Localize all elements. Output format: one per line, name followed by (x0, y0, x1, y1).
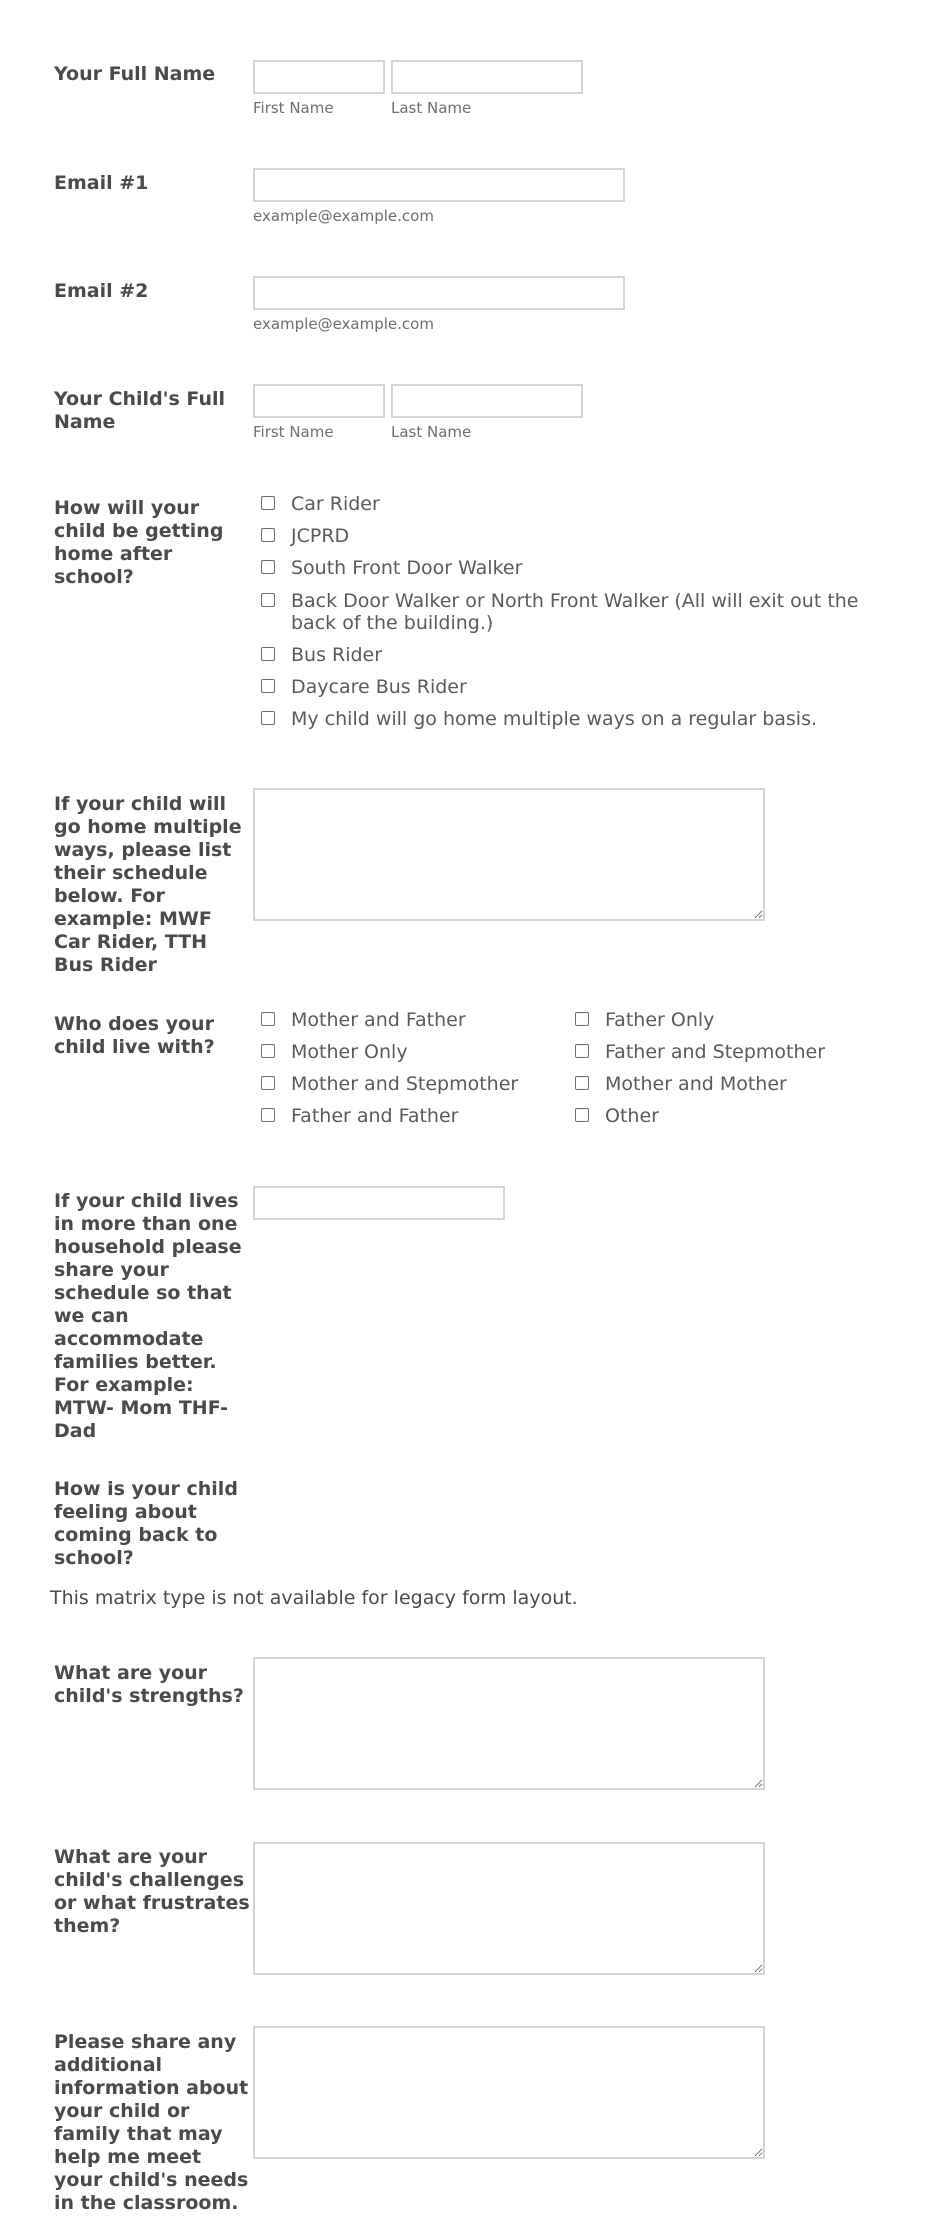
multiple-ways-label: If your child will go home multiple ways, please list their schedule below. For example: MWF Car Rider, TTH Bus Rider (54, 793, 242, 976)
email1-label: Email #1 (54, 172, 149, 194)
going-home-option[interactable] (261, 557, 881, 579)
child-last-name-input[interactable] (391, 384, 583, 418)
additional-textarea[interactable] (253, 2026, 765, 2159)
multiple-ways-textarea[interactable] (253, 788, 765, 921)
feeling-label: How is your child feeling about coming back to school? (54, 1478, 238, 1569)
option-label: Father Only (605, 1009, 715, 1031)
option-label: Father and Stepmother (605, 1041, 826, 1063)
household-input[interactable] (253, 1186, 505, 1220)
child-first-name-input[interactable] (253, 384, 385, 418)
checkbox[interactable] (261, 1076, 275, 1090)
challenges-textarea[interactable] (253, 1842, 765, 1975)
last-name-input[interactable] (391, 60, 583, 94)
checkbox[interactable] (261, 593, 275, 607)
checkbox[interactable] (261, 1044, 275, 1058)
lives-with-option[interactable] (575, 1009, 714, 1031)
option-label: Other (605, 1105, 659, 1127)
lives-with-label: Who does your child live with? (54, 1013, 215, 1058)
checkbox[interactable] (575, 1044, 589, 1058)
option-label: South Front Door Walker (291, 557, 523, 579)
going-home-option[interactable] (261, 676, 881, 698)
lives-with-option[interactable] (575, 1041, 825, 1063)
going-home-option[interactable] (261, 708, 881, 730)
email2-label: Email #2 (54, 280, 149, 302)
option-label: Mother and Mother (605, 1073, 787, 1095)
additional-label: Please share any additional information about your child or family that may help me meet your child's needs in the classroom. (54, 2031, 249, 2214)
full-name-label: Your Full Name (54, 63, 216, 85)
checkbox[interactable] (575, 1108, 589, 1122)
going-home-option[interactable] (261, 590, 881, 634)
going-home-option[interactable] (261, 493, 881, 515)
option-label: Car Rider (291, 493, 380, 515)
option-label: Mother and Stepmother (291, 1073, 519, 1095)
lives-with-option[interactable] (261, 1073, 518, 1095)
going-home-option[interactable] (261, 644, 881, 666)
lives-with-option[interactable] (261, 1041, 408, 1063)
matrix-notice: This matrix type is not available for legacy form layout. (50, 1587, 578, 1609)
option-label: JCPRD (291, 525, 350, 547)
checkbox[interactable] (261, 1012, 275, 1026)
going-home-option[interactable] (261, 525, 881, 547)
email2-input[interactable] (253, 276, 625, 310)
first-name-input[interactable] (253, 60, 385, 94)
email2-hint: example@example.com (253, 315, 434, 333)
strengths-label: What are your child's strengths? (54, 1662, 244, 1707)
child-name-label: Your Child's Full Name (54, 388, 225, 433)
checkbox[interactable] (261, 528, 275, 542)
option-label: My child will go home multiple ways on a regular basis. (291, 708, 818, 730)
checkbox[interactable] (261, 560, 275, 574)
checkbox[interactable] (261, 711, 275, 725)
checkbox[interactable] (261, 496, 275, 510)
checkbox[interactable] (575, 1076, 589, 1090)
lives-with-option[interactable] (575, 1105, 659, 1127)
strengths-textarea[interactable] (253, 1657, 765, 1790)
option-label: Daycare Bus Rider (291, 676, 467, 698)
email1-hint: example@example.com (253, 207, 434, 225)
last-name-sublabel: Last Name (391, 99, 472, 117)
checkbox[interactable] (261, 679, 275, 693)
first-name-sublabel: First Name (253, 99, 334, 117)
going-home-label: How will your child be getting home after school? (54, 497, 224, 588)
household-label: If your child lives in more than one household please share your schedule so that we can accommodate families better. For example: MTW- Mom THF- Dad (54, 1190, 242, 1442)
option-label: Father and Father (291, 1105, 459, 1127)
child-last-name-sublabel: Last Name (391, 423, 472, 441)
child-first-name-sublabel: First Name (253, 423, 334, 441)
checkbox[interactable] (261, 1108, 275, 1122)
email1-input[interactable] (253, 168, 625, 202)
challenges-label: What are your child's challenges or what frustrates them? (54, 1846, 250, 1937)
lives-with-option[interactable] (261, 1009, 466, 1031)
checkbox[interactable] (261, 647, 275, 661)
option-label: Mother and Father (291, 1009, 466, 1031)
lives-with-option[interactable] (575, 1073, 787, 1095)
option-label: Mother Only (291, 1041, 408, 1063)
option-label: Bus Rider (291, 644, 383, 666)
option-label: Back Door Walker or North Front Walker (All will exit out the back of the building.) (291, 590, 859, 634)
checkbox[interactable] (575, 1012, 589, 1026)
lives-with-option[interactable] (261, 1105, 458, 1127)
